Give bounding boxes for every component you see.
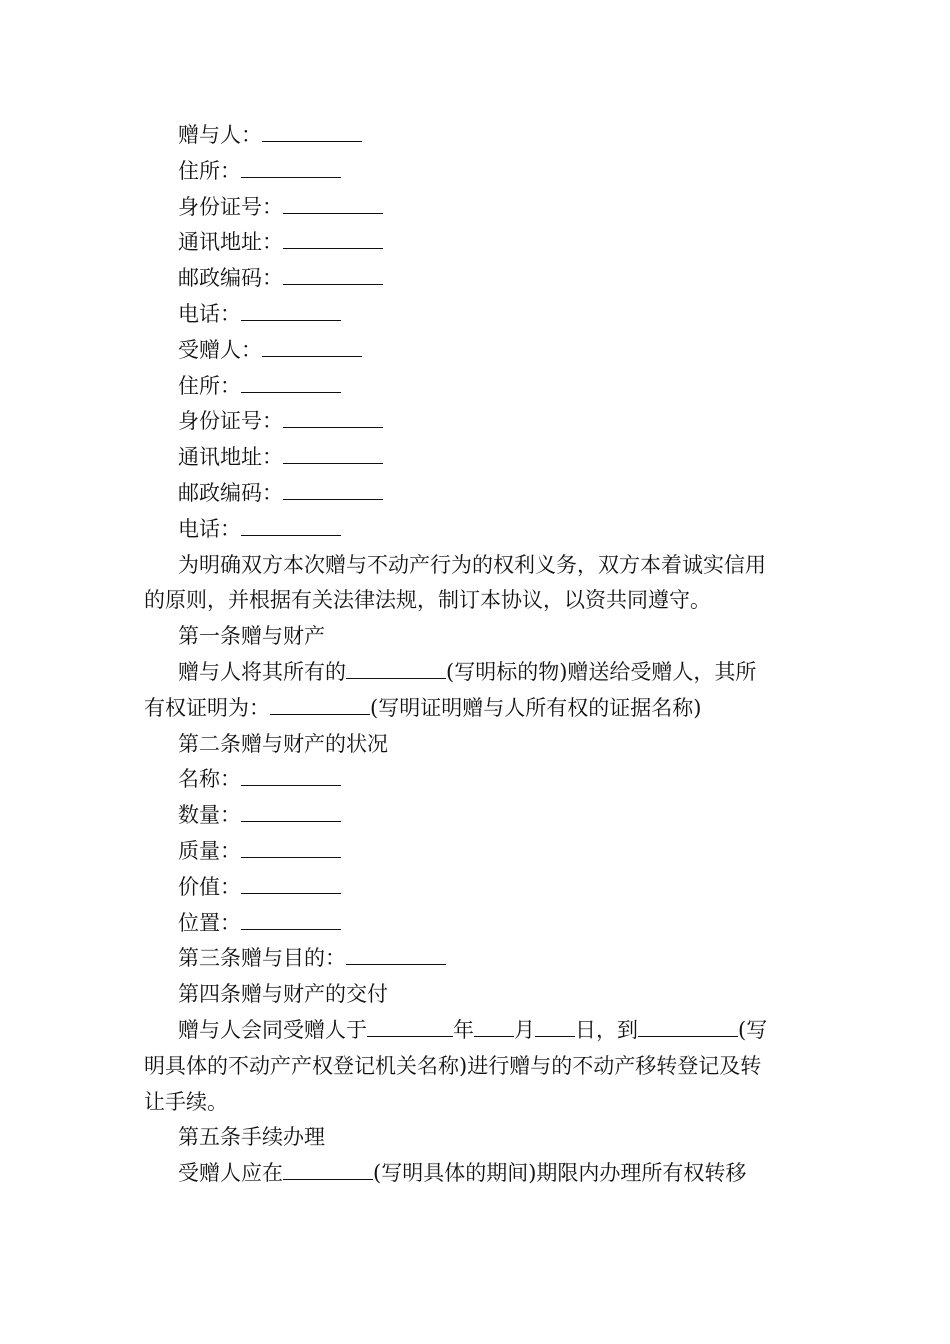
donor-address-label: 住所： bbox=[178, 158, 241, 183]
article2-quality-blank bbox=[241, 838, 341, 858]
article2-quantity-label: 数量： bbox=[178, 803, 241, 828]
donee-blank bbox=[262, 337, 362, 357]
preamble-line-2: 的原则，并根据有关法律法规，制订本协议，以资共同遵守。 bbox=[144, 588, 711, 613]
article1-paragraph-line-2 bbox=[144, 691, 804, 727]
article2-name-row bbox=[144, 762, 804, 798]
article4-day-label: 日，到 bbox=[575, 1017, 638, 1042]
donor-label: 赠与人： bbox=[178, 123, 262, 147]
article2-value-row bbox=[144, 870, 804, 906]
article2-quality-label: 质量： bbox=[178, 838, 241, 863]
donee-phone-label: 电话： bbox=[178, 516, 241, 541]
donee-row bbox=[144, 333, 804, 369]
donor-phone-row bbox=[144, 297, 804, 333]
donor-phone-label: 电话： bbox=[178, 301, 241, 326]
article1-text-c: 有权证明为： bbox=[144, 695, 270, 720]
donor-mail-label: 通讯地址： bbox=[178, 230, 283, 255]
donor-phone-blank bbox=[241, 301, 341, 321]
donor-mail-row bbox=[144, 225, 804, 261]
donor-postcode-row bbox=[144, 261, 804, 297]
article5-text-a: 受赠人应在 bbox=[178, 1161, 283, 1186]
article4-year-blank bbox=[367, 1017, 453, 1037]
article2-value-blank bbox=[241, 874, 341, 894]
donor-id-row bbox=[144, 190, 804, 226]
donee-postcode-label: 邮政编码： bbox=[178, 480, 283, 505]
article1-title: 第一条赠与财产 bbox=[178, 624, 325, 649]
article4-month-blank bbox=[474, 1017, 514, 1037]
article2-quantity-blank bbox=[241, 802, 341, 822]
article3-title: 第三条赠与目的： bbox=[178, 946, 346, 971]
donor-postcode-label: 邮政编码： bbox=[178, 266, 283, 291]
donee-label: 受赠人： bbox=[178, 337, 262, 362]
donee-mail-blank bbox=[283, 444, 383, 464]
article2-title: 第二条赠与财产的状况 bbox=[178, 731, 388, 756]
article2-location-row bbox=[144, 906, 804, 942]
donee-id-blank bbox=[283, 408, 383, 428]
article5-text-b: (写明具体的期间)期限内办理所有权转移 bbox=[373, 1161, 747, 1186]
article2-location-blank bbox=[241, 910, 341, 930]
donee-mail-label: 通讯地址： bbox=[178, 445, 283, 470]
article1-object-blank bbox=[346, 659, 446, 679]
preamble-line-1: 为明确双方本次赠与不动产行为的权利义务，双方本着诚实信用 bbox=[178, 552, 766, 577]
article5-period-blank bbox=[283, 1160, 373, 1180]
donee-address-row bbox=[144, 369, 804, 405]
article1-proof-blank bbox=[270, 695, 370, 715]
donor-postcode-blank bbox=[283, 265, 383, 285]
donor-mail-blank bbox=[283, 230, 383, 250]
donee-id-label: 身份证号： bbox=[178, 409, 283, 434]
article1-text-d: (写明证明赠与人所有权的证据名称) bbox=[370, 695, 702, 720]
article4-month-label: 月 bbox=[514, 1017, 535, 1042]
article1-paragraph-line-1 bbox=[144, 655, 804, 691]
article2-name-blank bbox=[241, 766, 341, 786]
article2-name-label: 名称： bbox=[178, 767, 241, 792]
article5-title: 第五条手续办理 bbox=[178, 1125, 325, 1150]
donor-id-label: 身份证号： bbox=[178, 194, 283, 219]
article4-paragraph-line-2: 明具体的不动产产权登记机关名称)进行赠与的不动产移转登记及转 bbox=[144, 1053, 762, 1078]
article4-paragraph-line-3: 让手续。 bbox=[144, 1089, 228, 1114]
donee-postcode-row bbox=[144, 476, 804, 512]
donee-address-label: 住所： bbox=[178, 373, 241, 398]
donor-blank bbox=[262, 122, 362, 142]
article5-paragraph-line-1 bbox=[144, 1156, 804, 1192]
article2-value-label: 价值： bbox=[178, 874, 241, 899]
donor-address-blank bbox=[241, 158, 341, 178]
article4-title: 第四条赠与财产的交付 bbox=[178, 982, 388, 1007]
article1-text-b: (写明标的物)赠送给受赠人，其所 bbox=[446, 659, 757, 684]
article3-row bbox=[144, 941, 804, 977]
donee-id-row bbox=[144, 404, 804, 440]
article3-purpose-blank bbox=[346, 945, 446, 965]
contract-page bbox=[144, 118, 804, 1192]
article2-quality-row bbox=[144, 834, 804, 870]
article4-text-a: 赠与人会同受赠人于 bbox=[178, 1017, 367, 1042]
donee-phone-row bbox=[144, 512, 804, 548]
donee-phone-blank bbox=[241, 516, 341, 536]
donor-address-row bbox=[144, 154, 804, 190]
donee-mail-row bbox=[144, 440, 804, 476]
article4-day-blank bbox=[535, 1017, 575, 1037]
donor-id-blank bbox=[283, 194, 383, 214]
article4-year-label: 年 bbox=[453, 1017, 474, 1042]
article4-paragraph-line-1 bbox=[144, 1013, 804, 1049]
article1-text-a: 赠与人将其所有的 bbox=[178, 659, 346, 684]
donee-postcode-blank bbox=[283, 480, 383, 500]
donee-address-blank bbox=[241, 373, 341, 393]
article4-text-b: (写 bbox=[738, 1017, 768, 1042]
article2-quantity-row bbox=[144, 798, 804, 834]
donor-row bbox=[144, 118, 804, 154]
article4-registry-blank bbox=[638, 1017, 738, 1037]
article2-location-label: 位置： bbox=[178, 910, 241, 935]
